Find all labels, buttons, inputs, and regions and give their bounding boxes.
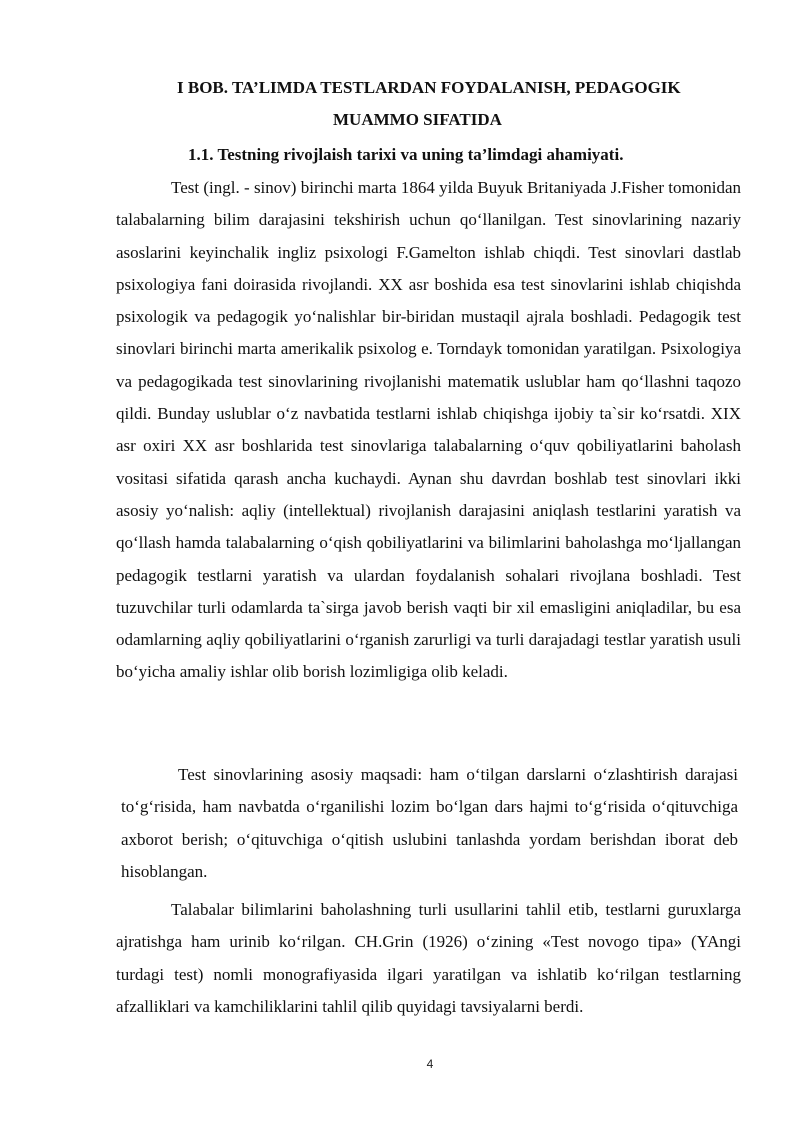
paragraph-history: Test (ingl. - sinov) birinchi marta 1864 yilda Buyuk Britaniyada J.Fisher tomonidan talabalarning bilim darajasini tekshirish uchun qo‘llanilgan. Test sinovlarining nazariy asoslarini keyinchalik ingliz psixologi F.Gamelton ishlab chiqdi. Test sinovlari dastlab psixologiya fani doirasida rivojlandi. XX asr boshida esa test sinovlarini ishlab chiqishda psixologik va pedagogik yo‘nalishlar bir-biridan mustaqil ajrala boshladi. Pedagogik test sinovlari birinchi marta amerikalik psixolog e. Torndayk tomonidan yaratilgan. Psixologiya va pedagogikada test sinovlarining rivojlanishi matematik uslublar ham qo‘llashni taqozo qildi. Bunday uslublar o‘z navbatida testlarni ishlab chiqishga ijobiy ta`sir ko‘rsatdi. XIX asr oxiri XX asr boshlarida test sinovlariga talabalarning o‘quv qobiliyatlarini baholash vositasi sifatida qarash ancha kuchaydi. Aynan shu davrdan boshlab test sinovlari ikki asosiy yo‘nalish: aqliy (intellektual) rivojlanish darajasini aniqlash testlarini yaratish va qo‘llash hamda talabalarning o‘qish qobiliyatlarini va bilimlarini baholashga mo‘ljallangan pedagogik testlarni yaratish va ulardan foydalanish sohalari rivojlana boshladi. Test tuzuvchilar turli odamlarda ta`sirga javob berish vaqti bir xil emasligini aniqladilar, bu esa odamlarning aqliy qobiliyatlarini o‘rganish zarurligi va turli darajadagi testlar yaratish usuli bo‘yicha amaliy ishlar olib borish lozimligiga olib keladi. [116, 178, 741, 682]
paragraph-purpose: Test sinovlarining asosiy maqsadi: ham o‘tilgan darslarni o‘zlashtirish darajasi to‘g‘risida, ham navbatda o‘rganilishi lozim bo‘lgan dars hajmi to‘g‘risida o‘qituvchiga axborot berish; o‘qituvchiga o‘qitish uslubini tanlashda yordam berishdan iborat deb hisoblangan. [121, 765, 738, 881]
chapter-title-line-1: I BOB. TA’LIMDA TESTLARDAN FOYDALANISH, PEDAGOGIK [177, 78, 681, 97]
chapter-title-line-2: MUAMMO SIFATIDA [333, 110, 502, 129]
section-title: 1.1. Testning rivojlaish tarixi va uning ta’limdagi ahamiyati. [188, 145, 624, 164]
paragraph-classification: Talabalar bilimlarini baholashning turli usullarini tahlil etib, testlarni guruxlarga ajratishga ham urinib ko‘rilgan. CH.Grin (1926) o‘zining «Test novogo tipa» (YAngi turdagi test) nomli monografiyasida ilgari yaratilgan va ishlatib ko‘rilgan testlarning afzalliklari va kamchiliklarini tahlil qilib quyidagi tavsiyalarni berdi. [116, 900, 741, 1016]
page-number: 4 [426, 1057, 434, 1071]
